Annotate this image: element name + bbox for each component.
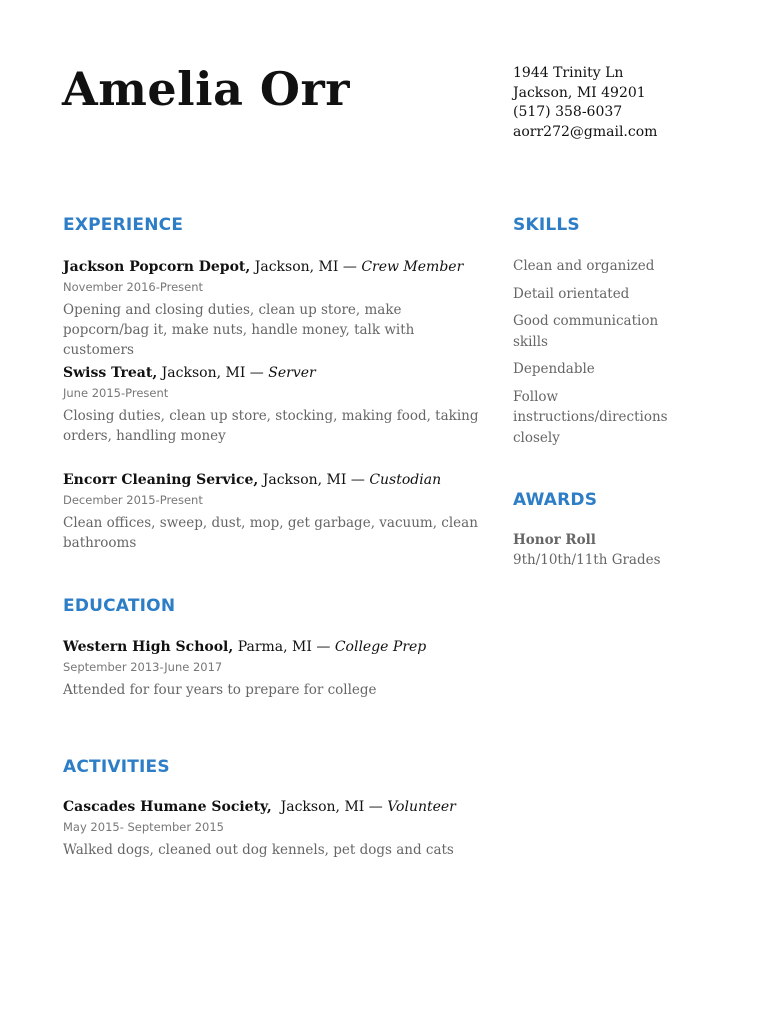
entry-org: Encorr Cleaning Service, (63, 472, 259, 488)
entry-header (63, 798, 483, 816)
skills-list (513, 256, 673, 455)
entry-role: Crew Member (361, 259, 464, 275)
award-detail: 9th/10th/11th Grades (513, 552, 661, 568)
entry-org: Cascades Humane Society, (63, 799, 272, 815)
contact-email: aorr272@gmail.com (513, 123, 658, 140)
entry-description: Opening and closing duties, clean up store, make popcorn/bag it, make nuts, handle money, talk with customers (63, 302, 415, 358)
award-name: Honor Roll (513, 532, 596, 548)
entry-header (63, 471, 483, 489)
entry-header (63, 364, 483, 382)
entry-description: Closing duties, clean up store, stocking, making food, taking orders, handling money (63, 408, 479, 444)
entry-description: Attended for four years to prepare for college (63, 682, 377, 698)
entry-dates: June 2015-Present (63, 386, 169, 400)
entry-org: Swiss Treat, (63, 365, 158, 381)
contact-phone: (517) 358-6037 (513, 104, 623, 120)
awards-list (513, 530, 713, 571)
skill-item: Dependable (513, 361, 595, 377)
activities-entry (63, 798, 483, 860)
experience-entry (63, 471, 483, 553)
entry-dates: November 2016-Present (63, 280, 204, 294)
skill-item: Detail orientated (513, 285, 630, 302)
skill-item: Good communication skills (513, 313, 659, 350)
awards-heading: AWARDS (513, 490, 598, 510)
entry-role: Custodian (369, 472, 442, 488)
resume-name: Amelia Orr (62, 62, 350, 116)
entry-location: Jackson, MI — (157, 365, 269, 381)
entry-location: Jackson, MI — (250, 259, 362, 275)
contact-city: Jackson, MI 49201 (513, 84, 646, 101)
entry-role: Volunteer (387, 799, 456, 815)
contact-block (513, 64, 657, 142)
experience-heading: EXPERIENCE (63, 215, 184, 235)
entry-header (63, 258, 483, 276)
skill-item: Clean and organized (513, 258, 655, 274)
education-entry (63, 638, 483, 700)
entry-description: Clean offices, sweep, dust, mop, get garbage, vacuum, clean bathrooms (63, 515, 478, 551)
entry-org: Western High School, (63, 639, 234, 655)
entry-location: Parma, MI — (233, 639, 335, 655)
skills-heading: SKILLS (513, 215, 580, 235)
entry-dates: September 2013-June 2017 (63, 660, 223, 674)
education-heading: EDUCATION (63, 596, 176, 616)
entry-role: Server (268, 365, 316, 381)
entry-description: Walked dogs, cleaned out dog kennels, pet dogs and cats (63, 842, 454, 858)
entry-location: Jackson, MI — (258, 472, 370, 488)
entry-role: College Prep (334, 639, 427, 655)
entry-header (63, 638, 483, 656)
experience-entry (63, 258, 483, 360)
activities-heading: ACTIVITIES (63, 757, 170, 777)
contact-street: 1944 Trinity Ln (513, 65, 624, 81)
entry-dates: December 2015-Present (63, 493, 203, 507)
experience-entry (63, 364, 483, 446)
entry-org: Jackson Popcorn Depot, (63, 259, 251, 275)
entry-dates: May 2015- September 2015 (63, 820, 224, 834)
entry-location: Jackson, MI — (271, 799, 388, 815)
skill-item: Follow instructions/directions closely (513, 388, 668, 446)
